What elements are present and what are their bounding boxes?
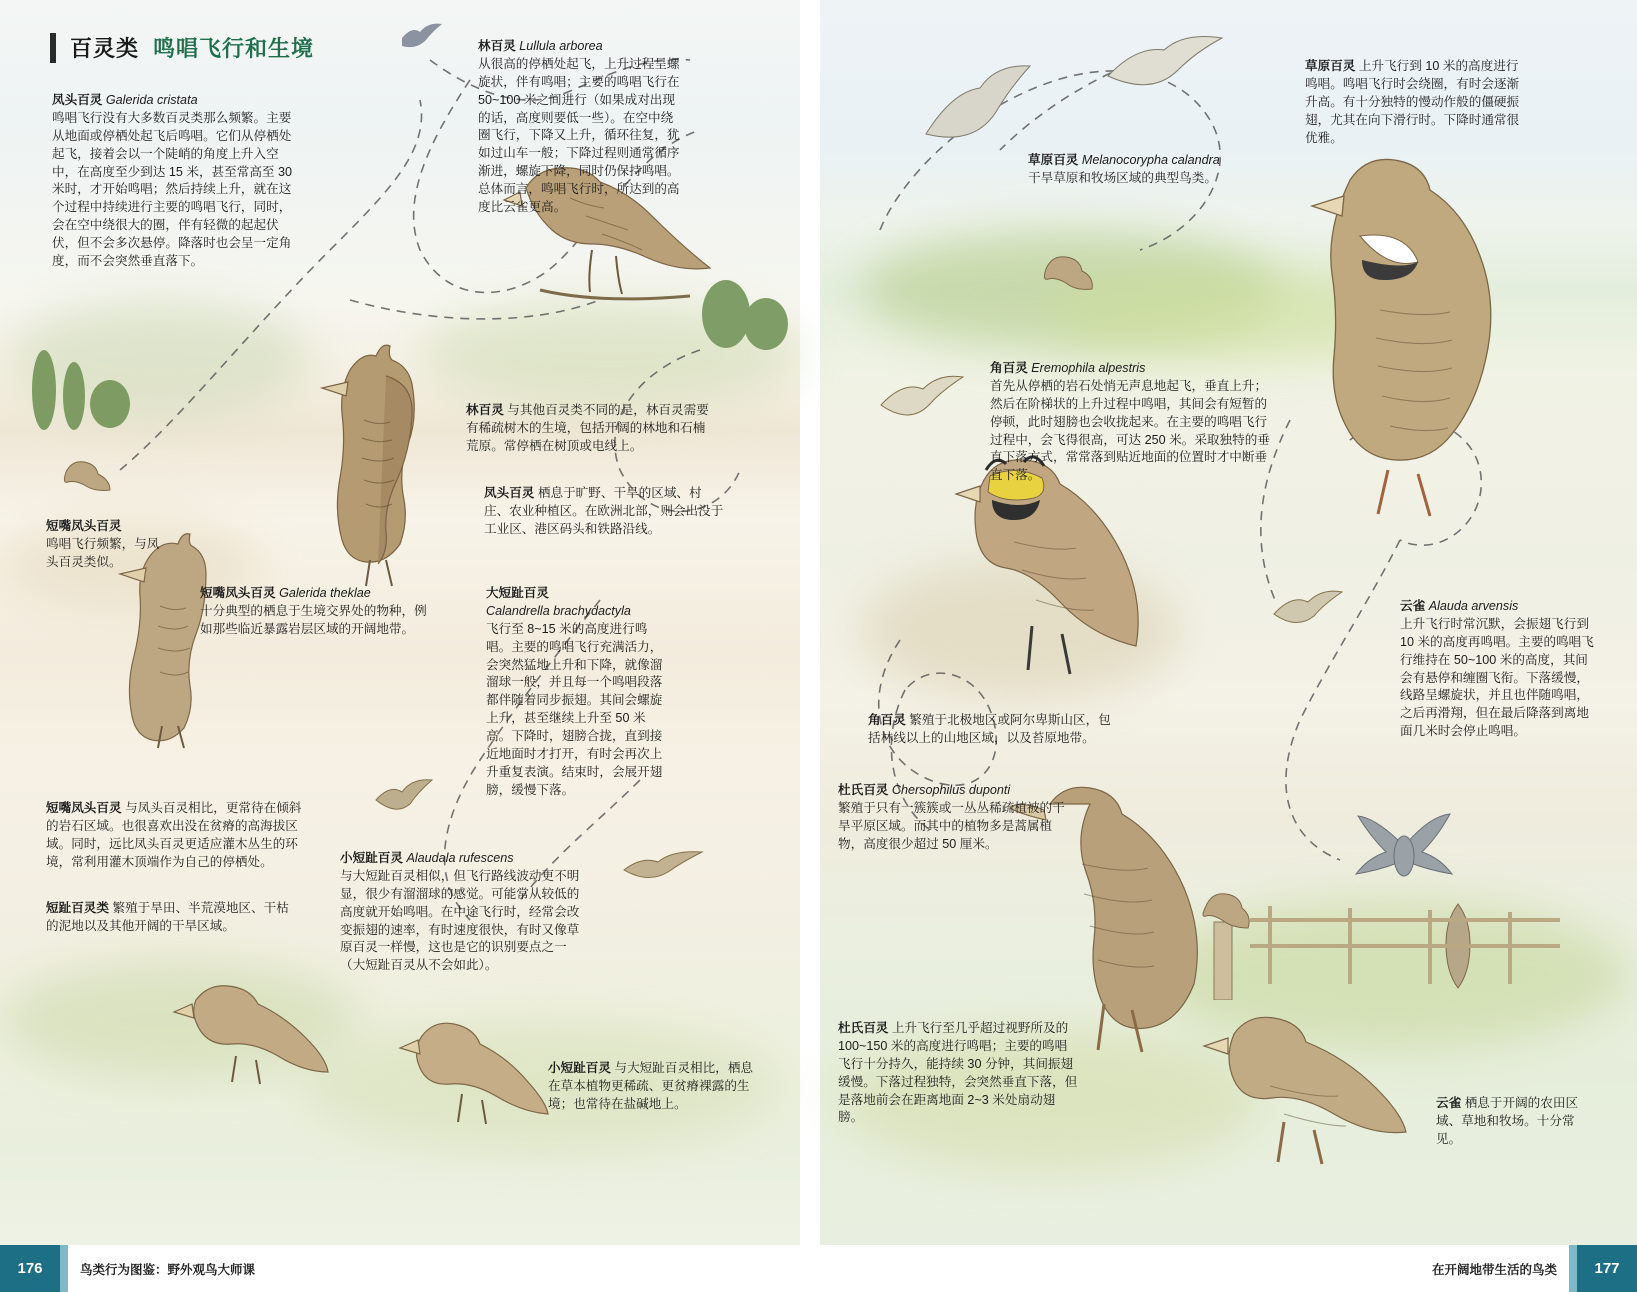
page-gutter [800, 0, 820, 1245]
caption-scientific-name: Galerida cristata [105, 93, 198, 107]
bird-illustration-flying-calandra-1 [920, 60, 1050, 160]
caption-scientific-name: Eremophila alpestris [1031, 361, 1146, 375]
bird-illustration-flying-horned-lark [875, 365, 965, 435]
page-footer [0, 1245, 1637, 1292]
caption-body: 与大短趾百灵相似，但飞行路线波动更不明显，很少有溜溜球的感觉。可能常从较低的高度就开始鸣唱。在中途飞行时，经常会改变振翅的速率，有时速度很快，有时又像草原百灵一样慢，这也是它的识别要点之一（大短趾百灵从不会如此）。 [340, 868, 580, 973]
caption-title: 林百灵 [466, 403, 504, 417]
caption-title: 杜氏百灵 [838, 1021, 889, 1035]
caption-body: 繁殖于只有一簇簇或一丛丛稀疏植被的干旱平原区域。而其中的植物多是蒿属植物，高度很少超过 50 厘米。 [838, 800, 1065, 851]
caption-dupont-flight [838, 1020, 1078, 1127]
caption-title: 草原百灵 [1305, 59, 1356, 73]
caption-body: 繁殖于北极地区或阿尔卑斯山区，包括林线以上的山地区域，以及苔原地带。 [868, 713, 1111, 745]
caption-title: 云雀 [1400, 599, 1426, 613]
fence-illustration [1240, 900, 1570, 990]
caption-title: 角百灵 [868, 713, 906, 727]
right-page-number: 177 [1577, 1245, 1637, 1292]
caption-title: 凤头百灵 [52, 93, 103, 107]
caption-scientific-name: Melanocorypha calandra [1081, 153, 1220, 167]
caption-body: 干旱草原和牧场区域的典型鸟类。 [1028, 170, 1217, 185]
caption-body: 与其他百灵类不同的是，林百灵需要有稀疏树木的生境，包括开阔的林地和石楠荒原。常停栖在树顶或电线上。 [466, 403, 709, 453]
caption-thekla-short [46, 518, 166, 572]
bird-illustration-perched-small-calandra [1030, 245, 1094, 303]
bird-illustration-short-toed-lark [150, 960, 330, 1120]
header-rule [50, 33, 56, 63]
caption-title: 小短趾百灵 [340, 851, 403, 865]
tree-illustration [20, 330, 150, 440]
left-footer-accent [60, 1245, 68, 1292]
bird-illustration-lesser-short-toed-lark [370, 1000, 560, 1160]
caption-body: 鸣唱飞行频繁，与凤头百灵类似。 [46, 536, 160, 569]
caption-body: 上升飞行到 10 米的高度进行鸣唱。鸣唱飞行时会绕圈，有时会逐渐升高。有十分独特的慢动作般的僵硬振翅，尤其在向下滑行时。下降时通常很优雅。 [1305, 59, 1520, 145]
caption-title: 云雀 [1436, 1096, 1462, 1110]
caption-dupont-lark [838, 782, 1073, 854]
caption-body: 从很高的停栖处起飞，上升过程呈螺旋状，伴有鸣唱；主要的鸣唱飞行在 50~100 米之间进行（如果成对出现的话，高度则要低一些）。在空中绕圈飞行，下降又上升，循环往复，犹如过山车一般；下降过程则通常循序渐进，螺旋下降，同时仍保持鸣唱。总体而言，鸣唱飞行时，所达到的高度比云雀更高。 [478, 56, 680, 214]
caption-title: 大短趾百灵 [486, 586, 549, 600]
caption-title: 杜氏百灵 [838, 783, 889, 797]
caption-skylark-habitat [1436, 1095, 1596, 1149]
caption-body: 与凤头百灵相比，更常待在倾斜的岩石区域。也很喜欢出没在贫瘠的高海拔区域。同时，远比凤头百灵更适应灌木丛生的环境，常利用灌木顶端作为自己的停栖处。 [46, 801, 302, 869]
caption-title: 短嘴凤头百灵 [46, 519, 122, 533]
bird-illustration-calandra-lark [1240, 140, 1530, 530]
caption-body: 栖息于旷野、干旱的区域、村庄、农业种植区。在欧洲北部，则会出没于工业区、港区码头和铁路沿线。 [484, 486, 724, 536]
caption-body: 与大短趾百灵相比，栖息在草本植物更稀疏、更贫瘠裸露的生境；也常待在盐碱地上。 [548, 1061, 753, 1111]
bird-illustration-flying-skylark-right [1270, 580, 1344, 636]
bird-illustration-flying-calandra-2 [1100, 30, 1230, 120]
caption-title: 角百灵 [990, 361, 1028, 375]
caption-scientific-name: Galerida theklae [279, 586, 371, 600]
caption-scientific-name: Calandrella brachydactyla [486, 603, 631, 618]
caption-skylark [1400, 598, 1595, 741]
caption-title: 凤头百灵 [484, 486, 535, 500]
caption-scientific-name: Alauda arvensis [1428, 599, 1519, 613]
bird-illustration-flying-lark [398, 20, 446, 54]
caption-body: 鸣唱飞行没有大多数百灵类那么频繁。主要从地面或停栖处起飞后鸣唱。它们从停栖处起飞，接着会以一个陡峭的角度上升入空中，在高度至少到达 15 米，甚至常高至 30 米时，才开始鸣唱；然后持续上升，就在这个过程中持续进行主要的鸣唱飞行，同时，会在空中绕很大的圈，伴有轻微的起起伏伏，但不会多次悬停。降落时也会呈一定角度，而不会突然垂直落下。 [52, 110, 293, 268]
right-footer-title: 在开阔地带生活的鸟类 [1431, 1263, 1557, 1277]
caption-body: 十分典型的栖息于生境交界处的物种，例如那些临近暴露岩层区域的开阔地带。 [200, 603, 427, 636]
tree-illustration [690, 250, 800, 360]
caption-body: 上升飞行至几乎超过视野所及的 100~150 米的高度进行鸣唱；主要的鸣唱飞行十分持久，能持续 30 分钟，其间振翅缓慢。下落过程独特，会突然垂直下落，但是落地前会在距离地面 2~3 米处扇动翅膀。 [838, 1021, 1078, 1125]
caption-title: 草原百灵 [1028, 153, 1079, 167]
caption-horned-lark-habitat [868, 712, 1118, 748]
header-category: 百灵类 [70, 36, 140, 61]
caption-scientific-name: Alaudala rufescens [406, 851, 514, 865]
left-page-number: 176 [0, 1245, 60, 1292]
caption-lesser-short-toed-habitat [548, 1060, 763, 1114]
bird-illustration-skylark [1180, 990, 1430, 1170]
caption-thekla-habitat [46, 800, 311, 872]
bird-illustration-flying-lesser-short-toed [620, 840, 706, 890]
caption-title: 短趾百灵类 [46, 901, 109, 915]
caption-scientific-name: Chersophilus duponti [891, 783, 1011, 797]
caption-crested-lark-habitat [484, 485, 724, 539]
caption-horned-lark [990, 360, 1275, 485]
page-header [50, 32, 314, 63]
caption-body: 栖息于开阔的农田区域、草地和牧场。十分常见。 [1436, 1096, 1579, 1146]
caption-woodlark-habitat [466, 402, 711, 456]
caption-thekla-lark [200, 585, 430, 639]
caption-crested-lark [52, 92, 302, 271]
caption-body: 飞行至 8~15 米的高度进行鸣唱。主要的鸣唱飞行充满活力，会突然猛地上升和下降，就像溜溜球一般，并且每一个鸣唱段落都伴随着同步振翅。其间会螺旋上升，甚至继续上升至 50 米高。下降时，翅膀合拢，直到接近地面时才打开，有时会再次上升重复表演。结束时，会展开翅膀，缓慢下落。 [486, 621, 663, 797]
caption-title: 短嘴凤头百灵 [200, 586, 276, 600]
caption-title: 小短趾百灵 [548, 1061, 611, 1075]
bird-illustration-flying-short-toed [370, 770, 440, 826]
left-footer-title: 鸟类行为图鉴：野外观鸟大师课 [80, 1263, 256, 1277]
right-footer-accent [1569, 1245, 1577, 1292]
caption-body: 首先从停栖的岩石处悄无声息地起飞，垂直上升；然后在阶梯状的上升过程中鸣唱，其间会有短暂的停顿，此时翅膀也会收拢起来。在主要的鸣唱飞行过程中，会飞得很高，可达 250 米。采取独特的垂直下落方式，常常落到贴近地面的位置时才中断垂直下落。 [990, 378, 1270, 483]
caption-woodlark [478, 38, 683, 217]
header-subject: 鸣唱飞行和生境 [153, 36, 315, 61]
caption-body: 繁殖于旱田、半荒漠地区、干枯的泥地以及其他开阔的干旱区域。 [46, 901, 289, 933]
bird-illustration-hovering-skylark [1350, 810, 1460, 910]
caption-title: 林百灵 [478, 39, 516, 53]
bird-illustration-small-perched-lark [52, 450, 112, 504]
caption-short-toed-group [46, 900, 301, 936]
bird-illustration-crested-lark [290, 330, 480, 590]
caption-title: 短嘴凤头百灵 [46, 801, 122, 815]
caption-lesser-short-toed-lark [340, 850, 580, 975]
caption-calandra-lark [1028, 152, 1278, 188]
caption-greater-short-toed-lark [486, 585, 666, 800]
caption-body: 上升飞行时常沉默，会振翅飞行到 10 米的高度再鸣唱。主要的鸣唱飞行维持在 50~100 米的高度，其间会有悬停和缠圈飞衔。下落缓慢，线路呈螺旋状，并且也伴随鸣唱，之后再滑翔，但在最后降落到离地面几米时会停止鸣唱。 [1400, 616, 1594, 739]
caption-calandra-flight [1305, 58, 1520, 147]
caption-scientific-name: Lullula arborea [519, 39, 603, 53]
